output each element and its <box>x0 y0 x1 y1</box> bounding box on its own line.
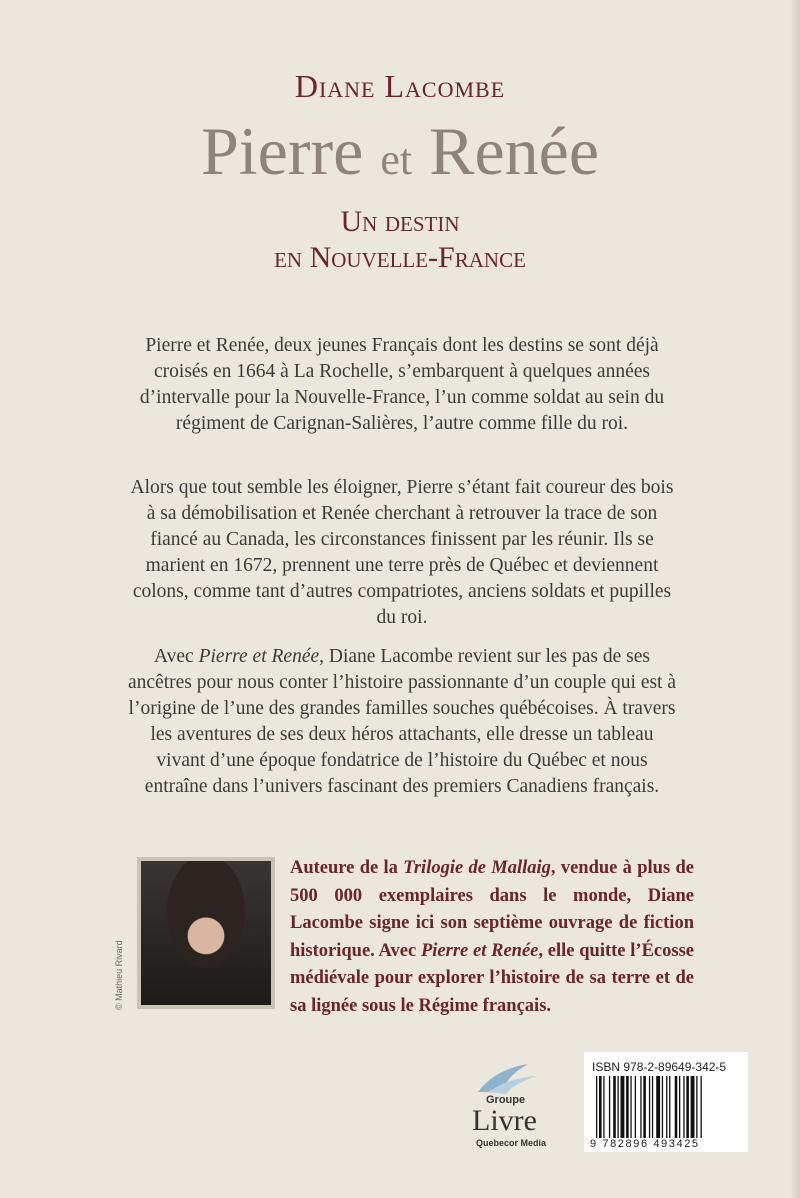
p3-book-title: Pierre et Renée <box>198 646 320 667</box>
author-photo <box>137 857 275 1009</box>
book-title <box>0 112 800 191</box>
bio-part1: Auteure de la <box>290 858 404 878</box>
blurb-paragraph-1: Pierre et Renée, deux jeunes Français dont les destins se sont déjà croisés en 1664 à La Rochelle, s’embarquent à quelques années d’intervalle pour la Nouvelle-France, l’un comme soldat au sein du régiment de Carignan-Salières, l’autre comme fille du roi. <box>139 335 665 434</box>
bird-logo-icon <box>448 1058 560 1098</box>
publisher-line3: Quebecor Media <box>476 1138 547 1148</box>
subtitle-line1: Un destin <box>340 205 460 238</box>
bio-book-title: Pierre et Renée <box>420 940 539 961</box>
photo-credit: © Mathieu Rivard <box>114 940 124 1010</box>
subtitle-line2: en Nouvelle-France <box>274 241 526 274</box>
author-photo-image <box>141 861 271 1005</box>
publisher-line1: Groupe <box>486 1094 526 1106</box>
bio-series-title: Trilogie de Mallaig <box>403 858 551 878</box>
title-part2: Renée <box>429 113 600 189</box>
barcode-digits: 9 782896 493425 <box>590 1138 700 1150</box>
book-subtitle <box>0 204 800 276</box>
isbn-label: ISBN 978-2-89649-342-5 <box>592 1060 727 1074</box>
publisher-logo <box>448 1058 560 1152</box>
bio-part2: , vendue à plus de 500 000 exemplaires dans le monde, Diane Lacombe signe ici son septième ouvrage de fiction historique. Avec <box>290 858 694 961</box>
blurb-paragraph-3 <box>128 644 676 800</box>
author-name: Diane Lacombe <box>294 68 506 104</box>
isbn-box <box>584 1052 748 1152</box>
title-conjunction: et <box>380 135 413 184</box>
publisher-line2: Livre <box>472 1104 537 1137</box>
barcode-icon <box>596 1076 736 1138</box>
title-part1: Pierre <box>200 113 364 189</box>
p3-prefix: Avec <box>154 646 199 667</box>
author-bio <box>290 855 694 1020</box>
blurb-paragraph-2: Alors que tout semble les éloigner, Pierre s’étant fait coureur des bois à sa démobilisation et Renée cherchant à retrouver la trace de son fiancé au Canada, les circonstances finissent par les réunir. Ils se marient en 1672, prennent une terre près de Québec et deviennent colons, comme tant d’autres compatriotes, anciens soldats et pupilles du roi. <box>130 477 674 628</box>
bio-part3: , elle quitte l’Écosse médiévale pour explorer l’histoire de sa terre et de sa lignée sous le Régime français. <box>290 940 694 1016</box>
p3-rest: , Diane Lacombe revient sur les pas de ses ancêtres pour nous conter l’histoire passionnante d’un couple qui est à l’origine de l’une des grandes familles souches québécoises. À travers les aventures de ses deux héros attachants, elle dresse un tableau vivant d’une époque fondatrice de l’histoire du Québec et nous entraîne dans l’univers fascinant des premiers Canadiens français. <box>128 646 677 797</box>
